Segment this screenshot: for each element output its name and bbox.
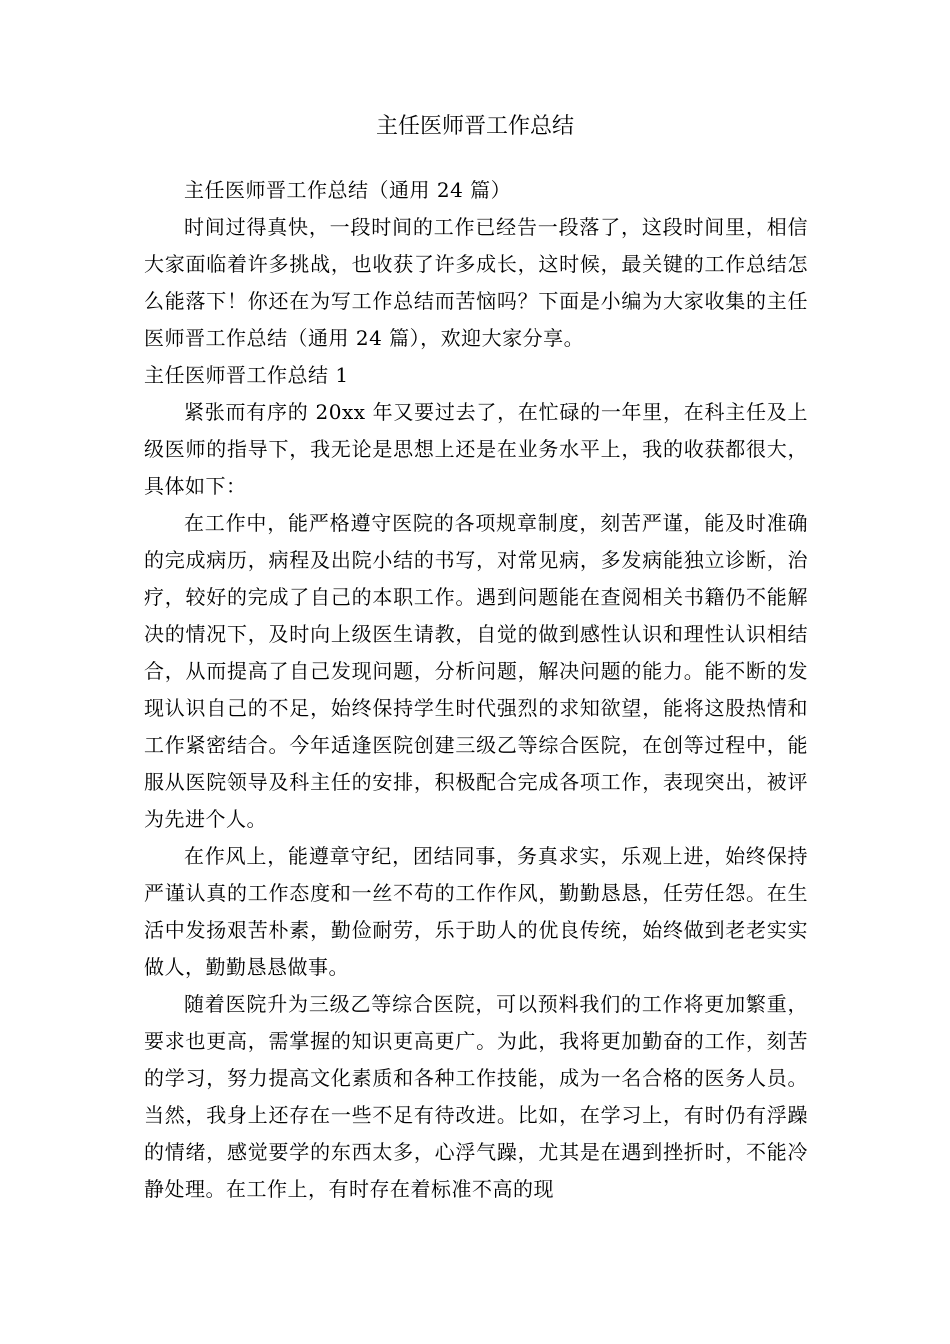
- body-paragraph: 紧张而有序的 20xx 年又要过去了，在忙碌的一年里，在科主任及上级医师的指导下，我无论是思想上还是在业务水平上，我的收获都很大，具体如下：: [144, 400, 808, 498]
- subtitle-paragraph: 主任医师晋工作总结（通用 24 篇）: [184, 178, 512, 202]
- document-title: 主任医师晋工作总结: [375, 114, 574, 139]
- body-paragraph: 在工作中，能严格遵守医院的各项规章制度，刻苦严谨，能及时准确的完成病历，病程及出院小结的书写，对常见病，多发病能独立诊断，治疗，较好的完成了自己的本职工作。遇到问题能在查阅相关书籍仍不能解决的情况下，及时向上级医生请教，自觉的做到感性认识和理性认识相结合，从而提高了自己发现问题，分析问题，解决问题的能力。能不断的发现认识自己的不足，始终保持学生时代强烈的求知欲望，能将这股热情和工作紧密结合。今年适逢医院创建三级乙等综合医院，在创等过程中，能服从医院领导及科主任的安排，积极配合完成各项工作，表现突出，被评为先进个人。: [144, 511, 808, 831]
- body-paragraph: 随着医院升为三级乙等综合医院，可以预料我们的工作将更加繁重，要求也更高，需掌握的知识更高更广。为此，我将更加勤奋的工作，刻苦的学习，努力提高文化素质和各种工作技能，成为一名合格的医务人员。当然，我身上还存在一些不足有待改进。比如，在学习上，有时仍有浮躁的情绪，感觉要学的东西太多，心浮气躁，尤其是在遇到挫折时，不能冷静处理。在工作上，有时存在着标准不高的现: [144, 992, 808, 1201]
- document-body: [144, 172, 808, 1208]
- section-heading: 主任医师晋工作总结 1: [144, 363, 349, 387]
- intro-paragraph: 时间过得真快，一段时间的工作已经告一段落了，这段时间里，相信大家面临着许多挑战，也收获了许多成长，这时候，最关键的工作总结怎么能落下！你还在为写工作总结而苦恼吗？下面是小编为大家收集的主任医师晋工作总结（通用 24 篇），欢迎大家分享。: [144, 215, 808, 350]
- body-paragraph: 在作风上，能遵章守纪，团结同事，务真求实，乐观上进，始终保持严谨认真的工作态度和一丝不苟的工作作风，勤勤恳恳，任劳任怨。在生活中发扬艰苦朴素，勤俭耐劳，乐于助人的优良传统，始终做到老老实实做人，勤勤恳恳做事。: [144, 844, 808, 979]
